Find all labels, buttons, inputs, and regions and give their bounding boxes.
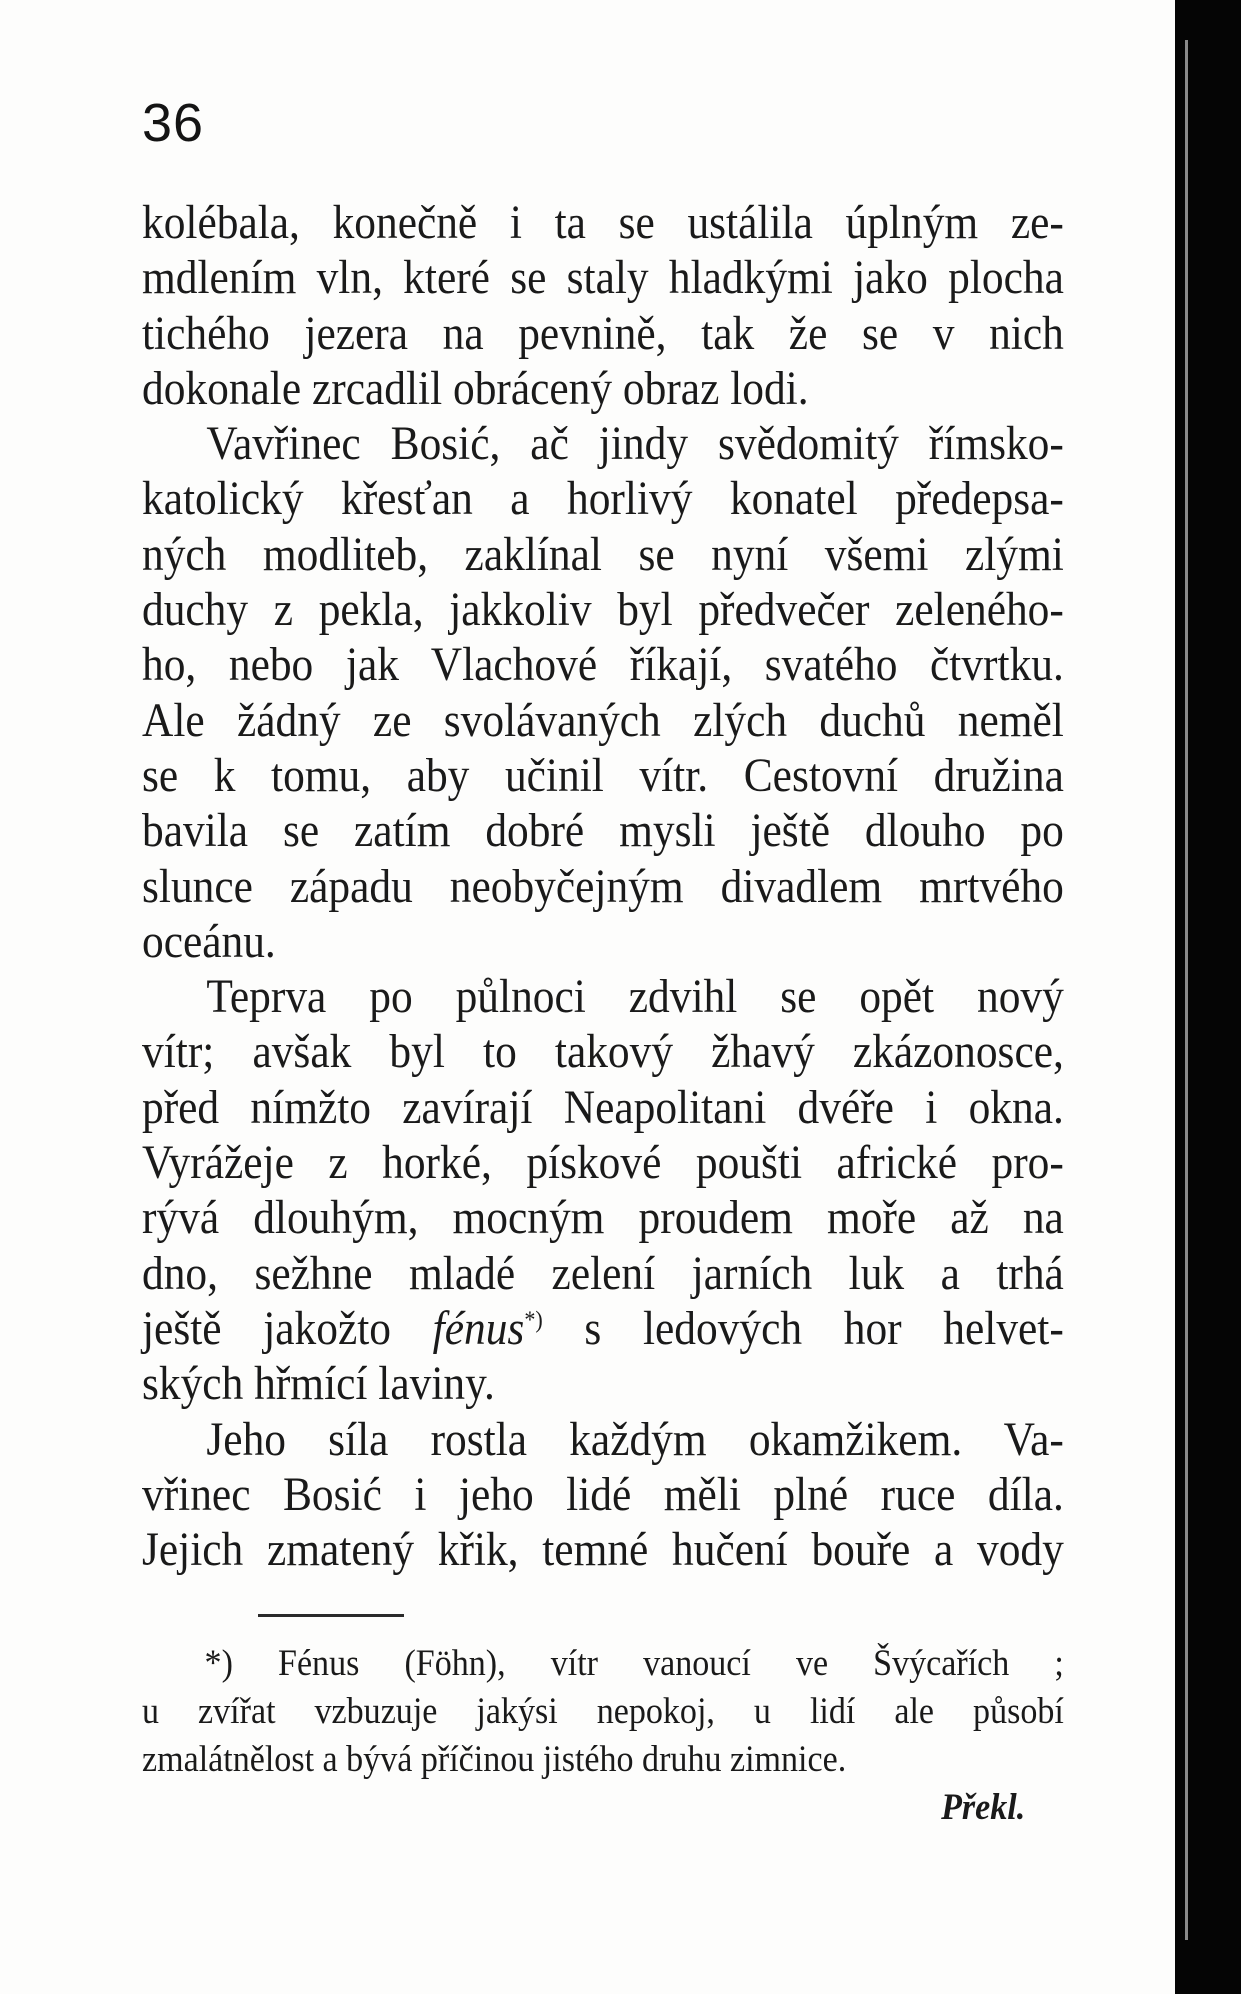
footnote-divider bbox=[258, 1614, 404, 1617]
text-line: Vyrážeje z horké, pískové poušti africké pro- bbox=[142, 1137, 1064, 1190]
text-segment: s ledových hor helvet- bbox=[584, 1302, 1064, 1355]
text-line: Teprva po půlnoci zdvihl se opět nový bbox=[206, 971, 1064, 1024]
emphasized-word: fénus bbox=[432, 1302, 525, 1355]
footnote-line: *) Fénus (Föhn), vítr vanoucí ve Švýcařích ; bbox=[204, 1643, 1064, 1684]
text-line: Ale žádný ze svolávaných zlých duchů neměl bbox=[142, 694, 1064, 747]
page-edge-line bbox=[1185, 40, 1188, 1940]
text-line: tichého jezera na pevnině, tak že se v nich bbox=[142, 307, 1064, 360]
text-line: duchy z pekla, jakkoliv byl předvečer zeleného- bbox=[142, 584, 1064, 637]
text-line: vřinec Bosić i jeho lidé měli plné ruce díla. bbox=[142, 1468, 1064, 1521]
text-line: kolébala, konečně i ta se ustálila úplným ze- bbox=[142, 197, 1064, 249]
text-line: před nímžto zavírají Neapolitani dvéře i okna. bbox=[142, 1081, 1064, 1134]
text-line: ho, nebo jak Vlachové říkají, svatého čtvrtku. bbox=[142, 639, 1064, 692]
text-line: dno, sežhne mladé zelení jarních luk a trhá bbox=[142, 1247, 1064, 1300]
text-line: mdlením vln, které se staly hladkými jako plocha bbox=[142, 252, 1064, 305]
text-line: oceánu. bbox=[142, 915, 276, 968]
text-line: ských hřmící laviny. bbox=[142, 1358, 495, 1411]
text-line: vítr; avšak byl to takový žhavý zkázonosce, bbox=[142, 1026, 1064, 1079]
text-line: ných modliteb, zaklínal se nyní všemi zlými bbox=[142, 528, 1064, 581]
translator-signature: Překl. bbox=[941, 1787, 1026, 1828]
footnote-reference: *) bbox=[524, 1307, 543, 1334]
text-line: katolický křesťan a horlivý konatel předepsa- bbox=[142, 473, 1064, 526]
text-line: slunce západu neobyčejným divadlem mrtvého bbox=[142, 860, 1064, 913]
footnote-line: zmalátnělost a bývá příčinou jistého druhu zimnice. bbox=[142, 1739, 847, 1780]
text-line: bavila se zatím dobré mysli ještě dlouho po bbox=[142, 805, 1064, 858]
text-line: Jejich zmatený křik, temné hučení bouře a vody bbox=[142, 1524, 1064, 1577]
text-line-fenus bbox=[142, 1302, 1064, 1357]
footnote-line: u zvířat vzbuzuje jakýsi nepokoj, u lidí ale působí bbox=[142, 1691, 1064, 1732]
text-line: dokonale zrcadlil obrácený obraz lodi. bbox=[142, 362, 809, 415]
body-text bbox=[142, 196, 1064, 1578]
text-line: se k tomu, aby učinil vítr. Cestovní družina bbox=[142, 749, 1064, 802]
text-line: Jeho síla rostla každým okamžikem. Va- bbox=[206, 1413, 1064, 1466]
page-number: 36 bbox=[142, 93, 205, 153]
text-segment: ještě jakožto bbox=[142, 1302, 392, 1355]
text-line: Vavřinec Bosić, ač jindy svědomitý římsko- bbox=[206, 418, 1064, 471]
footnote bbox=[142, 1640, 1064, 1832]
text-line: rývá dlouhým, mocným proudem moře až na bbox=[142, 1192, 1064, 1245]
